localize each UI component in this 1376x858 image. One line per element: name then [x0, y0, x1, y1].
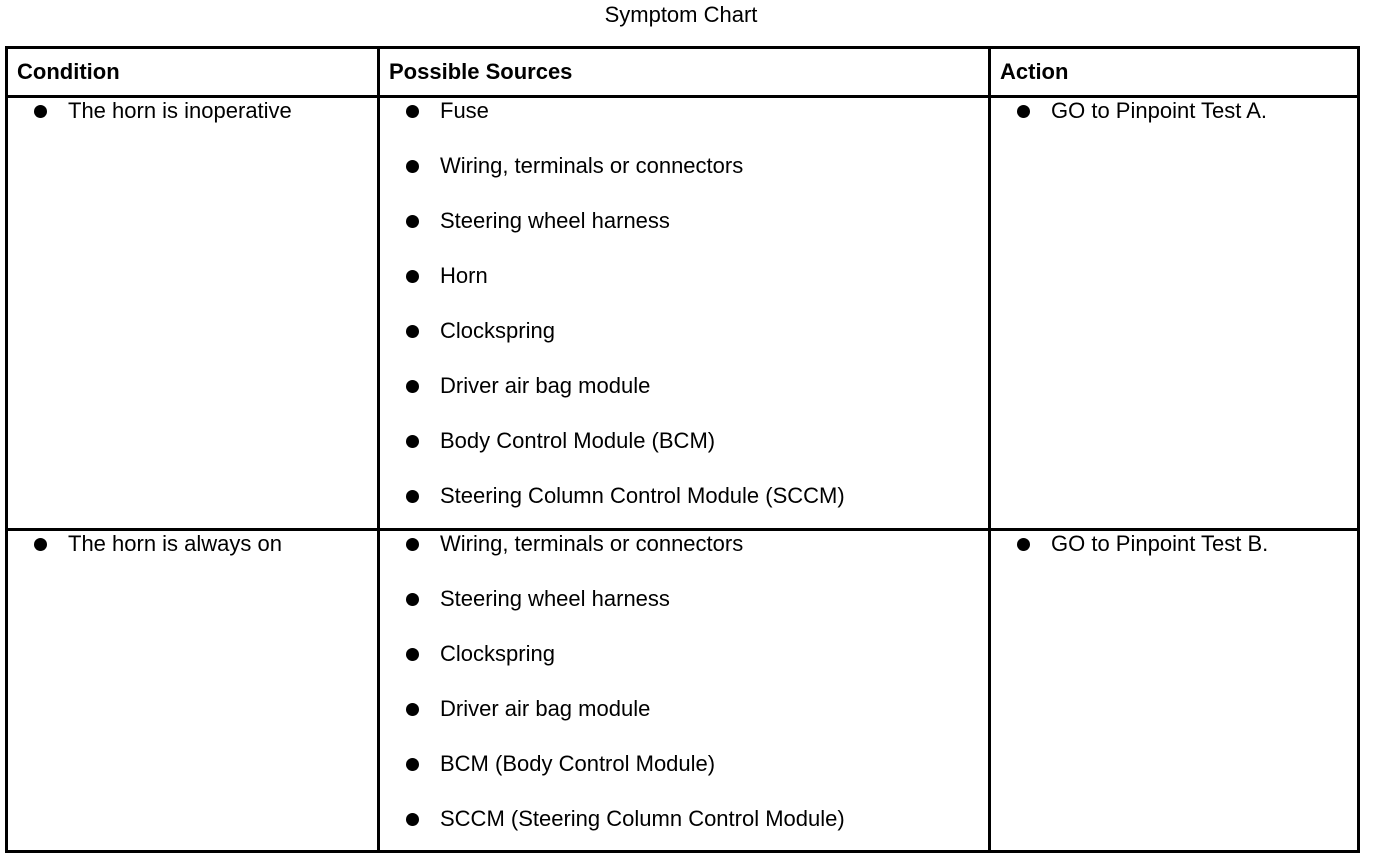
- header-possible-sources: Possible Sources: [379, 48, 990, 97]
- table-row: [7, 530, 1359, 852]
- bullet-icon: [406, 215, 419, 228]
- source-text: Wiring, terminals or connectors: [440, 531, 744, 556]
- action-text: GO to Pinpoint Test B.: [1051, 531, 1269, 556]
- list-item: [404, 153, 988, 208]
- source-text: SCCM (Steering Column Control Module): [440, 806, 845, 831]
- source-text: Horn: [440, 263, 488, 288]
- bullet-icon: [406, 758, 419, 771]
- list-item: [404, 208, 988, 263]
- bullet-icon: [1017, 105, 1030, 118]
- header-row: [7, 48, 1359, 97]
- bullet-icon: [406, 593, 419, 606]
- symptom-chart-table: [5, 46, 1360, 853]
- header-action: Action: [990, 48, 1359, 97]
- sources-cell: [379, 530, 990, 852]
- action-cell: [990, 97, 1359, 530]
- list-item: [404, 428, 988, 483]
- source-text: Wiring, terminals or connectors: [440, 153, 744, 178]
- sources-cell: [379, 97, 990, 530]
- bullet-icon: [406, 490, 419, 503]
- source-text: BCM (Body Control Module): [440, 751, 716, 776]
- action-text: GO to Pinpoint Test A.: [1051, 98, 1268, 123]
- bullet-icon: [406, 435, 419, 448]
- source-text: Steering wheel harness: [440, 586, 670, 611]
- list-item: [404, 263, 988, 318]
- bullet-icon: [406, 325, 419, 338]
- condition-cell: [7, 97, 379, 530]
- source-text: Driver air bag module: [440, 373, 651, 398]
- bullet-icon: [34, 538, 47, 551]
- list-item: [404, 531, 988, 586]
- bullet-icon: [406, 160, 419, 173]
- source-text: Steering wheel harness: [440, 208, 670, 233]
- list-item: [404, 483, 988, 513]
- condition-text: The horn is always on: [68, 531, 282, 556]
- condition-cell: [7, 530, 379, 852]
- table-row: [7, 97, 1359, 530]
- list-item: [404, 641, 988, 696]
- bullet-icon: [406, 703, 419, 716]
- source-text: Clockspring: [440, 641, 555, 666]
- list-item: [1015, 98, 1357, 128]
- bullet-icon: [406, 105, 419, 118]
- list-item: [32, 98, 377, 128]
- list-item: [1015, 531, 1357, 561]
- source-text: Steering Column Control Module (SCCM): [440, 483, 845, 508]
- list-item: [32, 531, 377, 561]
- bullet-icon: [406, 813, 419, 826]
- action-cell: [990, 530, 1359, 852]
- bullet-icon: [406, 648, 419, 661]
- condition-text: The horn is inoperative: [68, 98, 292, 123]
- source-text: Body Control Module (BCM): [440, 428, 716, 453]
- list-item: [404, 98, 988, 153]
- list-item: [404, 806, 988, 836]
- list-item: [404, 751, 988, 806]
- list-item: [404, 586, 988, 641]
- bullet-icon: [34, 105, 47, 118]
- chart-title: Symptom Chart: [604, 2, 758, 27]
- list-item: [404, 696, 988, 751]
- source-text: Clockspring: [440, 318, 555, 343]
- bullet-icon: [406, 538, 419, 551]
- header-condition: Condition: [7, 48, 379, 97]
- bullet-icon: [1017, 538, 1030, 551]
- source-text: Driver air bag module: [440, 696, 651, 721]
- bullet-icon: [406, 380, 419, 393]
- bullet-icon: [406, 270, 419, 283]
- source-text: Fuse: [440, 98, 489, 123]
- list-item: [404, 373, 988, 428]
- list-item: [404, 318, 988, 373]
